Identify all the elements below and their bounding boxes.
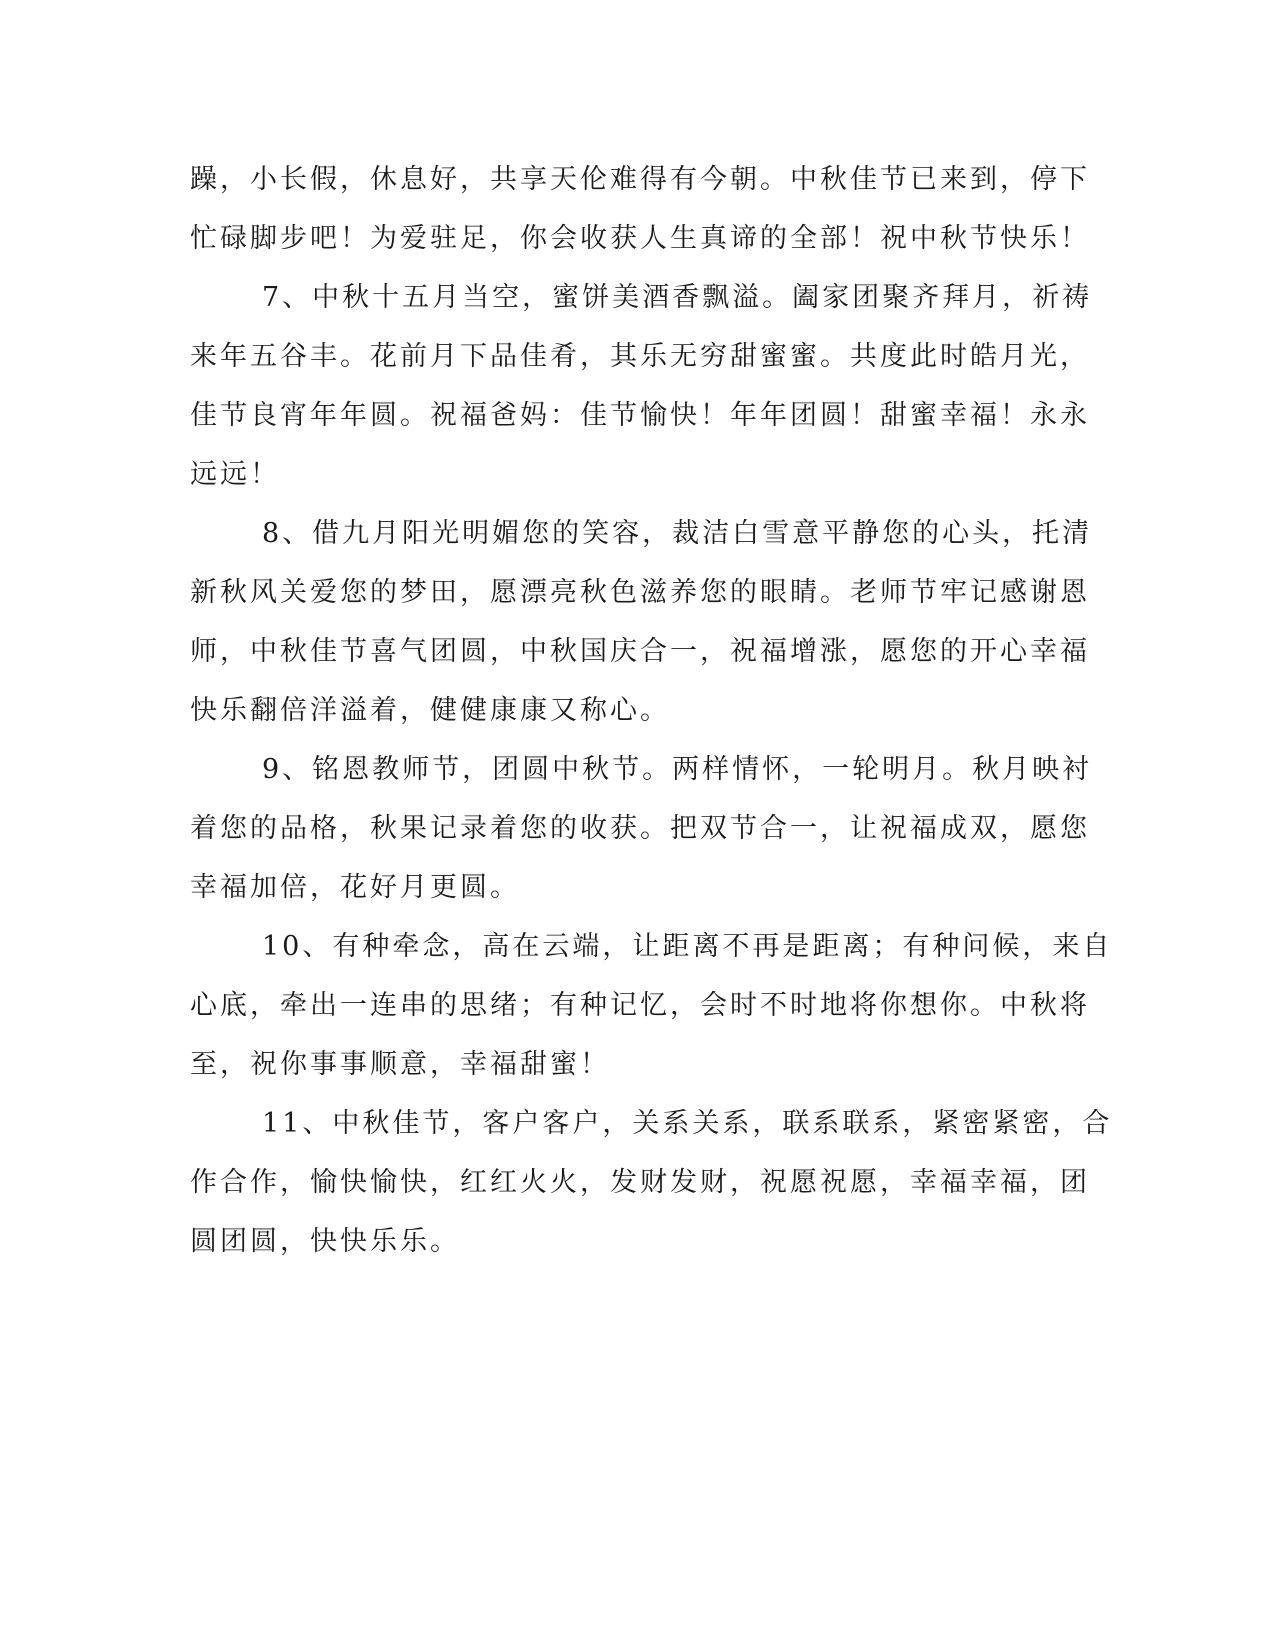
text-line: 师，中秋佳节喜气团圆，中秋国庆合一，祝福增涨，愿您的开心幸福 — [190, 636, 1090, 667]
text-line: 着您的品格，秋果记录着您的收获。把双节合一，让祝福成双，愿您 — [190, 813, 1090, 844]
paragraph-8-start: 8、借九月阳光明媚您的笑容，裁洁白雪意平静您的心头，托清 — [262, 518, 1093, 549]
text-line: 远远！ — [190, 459, 280, 490]
paragraph-11-start: 11、中秋佳节，客户客户，关系关系，联系联系，紧密紧密，合 — [262, 1108, 1113, 1139]
text-line: 幸福加倍，花好月更圆。 — [190, 872, 520, 903]
paragraph-9-start: 9、铭恩教师节，团圆中秋节。两样情怀，一轮明月。秋月映衬 — [262, 754, 1093, 785]
text-line: 作合作，愉快愉快，红红火火，发财发财，祝愿祝愿，幸福幸福，团 — [190, 1167, 1090, 1198]
text-line: 快乐翻倍洋溢着，健健康康又称心。 — [190, 695, 670, 726]
paragraph-7-start: 7、中秋十五月当空，蜜饼美酒香飘溢。阖家团聚齐拜月，祈祷 — [262, 282, 1093, 313]
text-line: 忙碌脚步吧！为爱驻足，你会收获人生真谛的全部！祝中秋节快乐！ — [190, 223, 1090, 254]
paragraph-10-start: 10、有种牵念，高在云端，让距离不再是距离；有种问候，来自 — [262, 931, 1113, 962]
text-line: 新秋风关爱您的梦田，愿漂亮秋色滋养您的眼睛。老师节牢记感谢恩 — [190, 577, 1090, 608]
text-line: 佳节良宵年年圆。祝福爸妈：佳节愉快！年年团圆！甜蜜幸福！永永 — [190, 400, 1090, 431]
text-line: 心底，牵出一连串的思绪；有种记忆，会时不时地将你想你。中秋将 — [190, 990, 1090, 1021]
text-line: 圆团圆，快快乐乐。 — [190, 1226, 460, 1257]
text-line: 躁，小长假，休息好，共享天伦难得有今朝。中秋佳节已来到，停下 — [190, 164, 1090, 195]
text-line: 至，祝你事事顺意，幸福甜蜜！ — [190, 1049, 610, 1080]
text-line: 来年五谷丰。花前月下品佳肴，其乐无穷甜蜜蜜。共度此时皓月光， — [190, 341, 1090, 372]
